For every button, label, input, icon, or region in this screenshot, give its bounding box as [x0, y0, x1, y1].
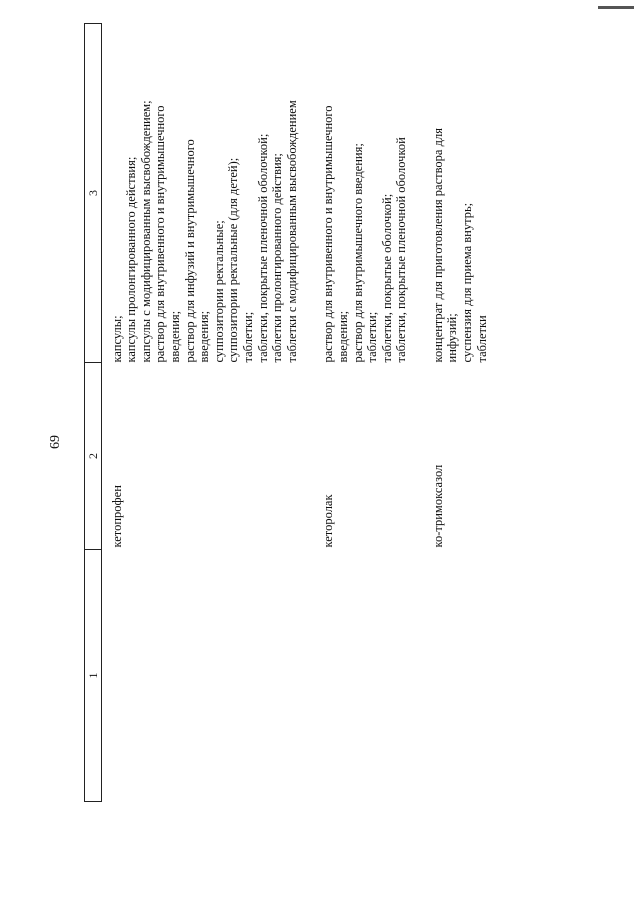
- dosage-form-line: суспензия для приема внутрь;: [460, 202, 475, 363]
- rotated-page: [40, 52, 600, 852]
- dosage-form-line: капсулы;: [109, 315, 124, 363]
- dosage-form-line: раствор для внутривенного и внутримышечного: [153, 105, 168, 363]
- code-cell: [101, 550, 313, 802]
- drug-name-cell: кетопрофен: [109, 485, 124, 548]
- dosage-form-line: таблетки, покрытые пленочной оболочкой: [394, 137, 409, 363]
- dosage-form-line: капсулы пролонгированного действия;: [124, 156, 139, 363]
- dosage-form-line: капсулы с модифицированным высвобождением;: [138, 100, 153, 363]
- column-number-row: [85, 24, 102, 802]
- column-header-1: 1: [85, 550, 102, 802]
- column-header-2: 2: [85, 363, 102, 550]
- table-row: [423, 24, 503, 802]
- page-number: 69: [48, 435, 63, 449]
- dosage-form-line: введения;: [197, 310, 212, 363]
- dosage-form-line: таблетки пролонгированного действия;: [270, 153, 285, 363]
- dosage-form-line: таблетки с модифицированным высвобождением: [284, 100, 299, 363]
- dosage-form-line: концентрат для приготовления раствора для: [430, 128, 445, 363]
- dosage-forms-cell: [101, 24, 313, 363]
- dosage-form-line: таблетки;: [240, 311, 255, 363]
- drug-table: [84, 23, 503, 802]
- dosage-forms-cell: [313, 24, 423, 363]
- table-row: [313, 24, 423, 802]
- dosage-form-line: введения;: [167, 310, 182, 363]
- dosage-form-line: таблетки: [474, 315, 489, 363]
- dosage-form-line: введения;: [335, 310, 350, 363]
- dosage-form-line: суппозитории ректальные (для детей);: [226, 157, 241, 363]
- column-header-3: 3: [85, 24, 102, 363]
- drug-name-cell: кеторолак: [321, 494, 336, 548]
- drug-name-cell: ко-тримоксазол: [430, 464, 445, 548]
- table-row: [101, 24, 313, 802]
- dosage-form-line: раствор для внутримышечного введения;: [350, 143, 365, 363]
- dosage-form-line: раствор для инфузий и внутримышечного: [182, 139, 197, 363]
- dosage-form-line: суппозитории ректальные;: [211, 220, 226, 363]
- code-cell: [313, 550, 423, 802]
- scan-edge-mark: [598, 6, 634, 9]
- code-cell: [423, 550, 503, 802]
- dosage-form-line: инфузий;: [445, 313, 460, 363]
- dosage-forms-cell: [423, 24, 503, 363]
- dosage-form-line: таблетки;: [365, 311, 380, 363]
- dosage-form-line: раствор для внутривенного и внутримышечного: [321, 105, 336, 363]
- dosage-form-line: таблетки, покрытые пленочной оболочкой;: [255, 133, 270, 363]
- dosage-form-line: таблетки, покрытые оболочкой;: [379, 193, 394, 363]
